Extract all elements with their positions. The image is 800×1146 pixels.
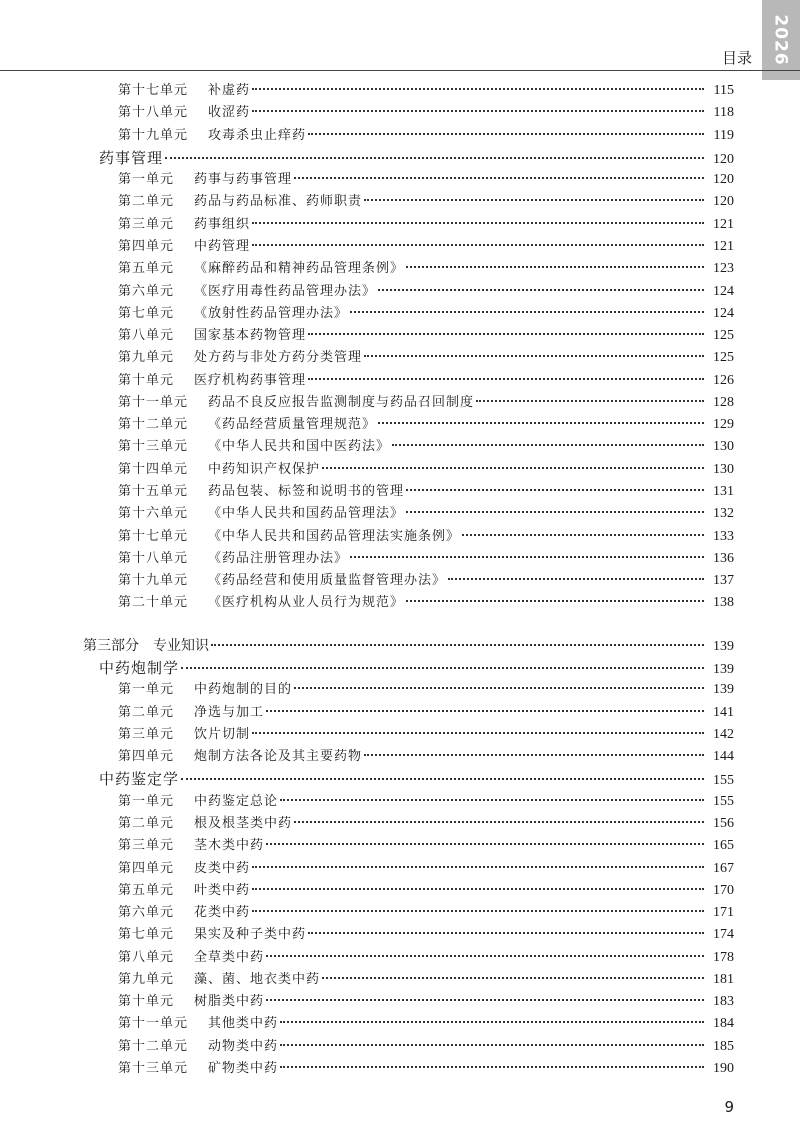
toc-unit-number: 第二单元 [118, 704, 175, 720]
toc-page-number: 190 [713, 1061, 734, 1077]
dot-leader [350, 311, 704, 313]
toc-title: 中药鉴定总论 [194, 793, 279, 809]
toc-label [118, 392, 474, 414]
toc-title: 饮片切制 [194, 726, 251, 742]
toc-title: 净选与加工 [194, 704, 265, 720]
toc-label [118, 1013, 278, 1035]
toc-unit-row [118, 1013, 734, 1035]
toc-unit-row [118, 325, 734, 347]
toc-title: 藻、菌、地衣类中药 [194, 971, 321, 987]
toc-unit-number: 第十六单元 [118, 506, 189, 522]
toc-unit-row [118, 991, 734, 1013]
dot-leader [364, 355, 704, 357]
toc-unit-row [118, 303, 734, 325]
toc-page-number: 155 [713, 793, 734, 809]
toc-unit-number: 第一单元 [118, 793, 175, 809]
toc-page-number: 120 [713, 194, 734, 210]
toc-unit-row [118, 258, 734, 280]
dot-leader [406, 511, 704, 513]
year-tab [762, 0, 800, 80]
toc-label [118, 702, 264, 724]
toc-label [99, 768, 179, 790]
toc-unit-row [118, 1036, 734, 1058]
dot-leader [406, 266, 704, 268]
toc-unit-number: 第九单元 [118, 971, 175, 987]
toc-unit-row [118, 947, 734, 969]
toc-label [118, 969, 320, 991]
toc-title: 处方药与非处方药分类管理 [194, 350, 363, 366]
toc-unit-number: 第七单元 [118, 927, 175, 943]
toc-page-number: 184 [713, 1016, 734, 1032]
toc-unit-number: 第十七单元 [118, 528, 189, 544]
dot-leader [252, 910, 704, 912]
toc-label [118, 481, 404, 503]
toc-page-number: 119 [713, 127, 734, 143]
toc-title: 《医疗机构从业人员行为规范》 [208, 595, 405, 611]
toc-unit-row [118, 835, 734, 857]
dot-leader [406, 489, 704, 491]
dot-leader [364, 754, 704, 756]
toc-unit-number: 第十九单元 [118, 573, 189, 589]
toc-label [118, 169, 292, 191]
toc-page-number: 130 [713, 439, 734, 455]
toc-unit-number: 第三单元 [118, 216, 175, 232]
toc-unit-row [118, 481, 734, 503]
toc-title: 《放射性药品管理办法》 [194, 305, 349, 321]
toc-unit-number: 第三单元 [118, 726, 175, 742]
toc-title: 药事组织 [194, 216, 251, 232]
dot-leader [280, 799, 704, 801]
toc-page-number: 120 [713, 172, 734, 188]
toc-page-number: 125 [713, 350, 734, 366]
toc-title: 《中华人民共和国药品管理法》 [208, 506, 405, 522]
toc-label [99, 657, 179, 679]
toc-label [118, 258, 404, 280]
toc-label [118, 947, 264, 969]
toc-unit-row [118, 526, 734, 548]
toc-page-number: 120 [713, 151, 734, 167]
dot-leader [406, 600, 704, 602]
toc-title: 《中华人民共和国中医药法》 [208, 439, 391, 455]
toc-label [118, 303, 348, 325]
dot-leader [252, 866, 704, 868]
dot-leader [252, 732, 704, 734]
toc-page-number: 167 [713, 860, 734, 876]
toc-title: 药事管理 [99, 148, 164, 167]
toc-label [118, 858, 250, 880]
toc-title: 《药品经营质量管理规范》 [208, 417, 377, 433]
toc-section-row [99, 657, 734, 679]
toc-title: 药事与药事管理 [194, 172, 293, 188]
toc-label [99, 147, 163, 169]
dot-leader [308, 378, 704, 380]
dot-leader [252, 888, 704, 890]
toc-label [118, 102, 250, 124]
toc-page-number: 115 [713, 83, 734, 98]
toc-unit-number: 第四单元 [118, 238, 175, 254]
toc-page-number: 124 [713, 305, 734, 321]
toc-unit-row [118, 924, 734, 946]
toc-title: 《中华人民共和国药品管理法实施条例》 [208, 528, 461, 544]
toc-label [118, 370, 306, 392]
toc-label [118, 503, 404, 525]
toc-title: 全草类中药 [194, 949, 265, 965]
toc-unit-number: 第十八单元 [118, 105, 189, 121]
toc-label [118, 679, 292, 701]
dot-leader [476, 400, 704, 402]
dot-leader [308, 133, 704, 135]
toc-page-number: 144 [713, 749, 734, 765]
year-label: 2026 [771, 14, 792, 66]
toc-page-number: 128 [713, 394, 734, 410]
toc-label [118, 236, 250, 258]
toc-unit-number: 第一单元 [118, 172, 175, 188]
toc-label [118, 1036, 278, 1058]
toc-unit-number: 第十九单元 [118, 127, 189, 143]
toc-unit-row [118, 80, 734, 102]
toc-title: 医疗机构药事管理 [194, 372, 307, 388]
dot-leader [266, 999, 704, 1001]
toc-title: 其他类中药 [208, 1016, 279, 1032]
toc-unit-row [118, 125, 734, 147]
dot-leader [280, 1044, 704, 1046]
toc-unit-number: 第三部分 [83, 637, 139, 654]
toc-page-number: 183 [713, 994, 734, 1010]
toc-unit-number: 第八单元 [118, 328, 175, 344]
toc-page-number: 126 [713, 372, 734, 388]
toc-title: 药品与药品标准、药师职责 [194, 194, 363, 210]
toc-unit-number: 第九单元 [118, 350, 175, 366]
toc-title: 皮类中药 [194, 860, 251, 876]
toc-unit-number: 第十二单元 [118, 1038, 189, 1054]
toc-page-number: 121 [713, 238, 734, 254]
toc-title: 专业知识 [153, 637, 209, 654]
toc-unit-number: 第十三单元 [118, 439, 189, 455]
toc-unit-row [118, 169, 734, 191]
dot-leader [294, 177, 704, 179]
toc-unit-row [118, 679, 734, 701]
toc-title: 收涩药 [208, 105, 251, 121]
toc-page-number: 125 [713, 328, 734, 344]
toc-page-number: 181 [713, 971, 734, 987]
toc-label [118, 414, 376, 436]
toc-unit-row [118, 548, 734, 570]
toc-title: 茎木类中药 [194, 838, 265, 854]
dot-leader [322, 977, 704, 979]
toc-unit-row [118, 791, 734, 813]
toc-label [118, 1058, 278, 1080]
dot-leader [294, 687, 704, 689]
dot-leader [252, 110, 704, 112]
toc-unit-row [118, 592, 734, 614]
toc-unit-number: 第十七单元 [118, 83, 189, 98]
dot-leader [211, 644, 704, 646]
toc-title: 动物类中药 [208, 1038, 279, 1054]
toc-unit-row [118, 191, 734, 213]
toc-section-row [99, 768, 734, 790]
toc-unit-number: 第十二单元 [118, 417, 189, 433]
toc-page-number: 129 [713, 417, 734, 433]
dot-leader [350, 556, 704, 558]
toc-title: 中药炮制的目的 [194, 682, 293, 698]
toc-unit-row [118, 570, 734, 592]
toc-unit-number: 第十一单元 [118, 1016, 189, 1032]
toc-page-number: 124 [713, 283, 734, 299]
toc-unit-row [118, 281, 734, 303]
toc-title: 补虚药 [208, 83, 251, 98]
toc-part-row [83, 635, 734, 657]
toc-unit-number: 第五单元 [118, 882, 175, 898]
toc-page-number: 170 [713, 882, 734, 898]
toc-label [118, 924, 306, 946]
toc-unit-number: 第十五单元 [118, 484, 189, 500]
toc-title: 中药鉴定学 [99, 770, 180, 789]
toc-unit-number: 第四单元 [118, 749, 175, 765]
toc-title: 果实及种子类中药 [194, 927, 307, 943]
toc-page-number: 155 [713, 773, 734, 789]
toc-label [118, 746, 362, 768]
toc-label [118, 347, 362, 369]
dot-leader [378, 289, 704, 291]
dot-leader [252, 222, 704, 224]
toc-page-number: 130 [713, 461, 734, 477]
toc-unit-number: 第二十单元 [118, 595, 189, 611]
toc-title: 炮制方法各论及其主要药物 [194, 749, 363, 765]
toc-title: 《麻醉药品和精神药品管理条例》 [194, 261, 405, 277]
toc-unit-number: 第十三单元 [118, 1061, 189, 1077]
toc-label [118, 902, 250, 924]
dot-leader [308, 333, 704, 335]
toc-unit-row [118, 102, 734, 124]
toc-page-number: 137 [713, 573, 734, 589]
toc-page-number: 136 [713, 550, 734, 566]
toc-page-number: 139 [713, 638, 734, 654]
toc-unit-number: 第二单元 [118, 194, 175, 210]
toc-title: 根及根茎类中药 [194, 815, 293, 831]
toc-unit-number: 第四单元 [118, 860, 175, 876]
toc-unit-number: 第六单元 [118, 283, 175, 299]
toc-unit-row [118, 236, 734, 258]
toc-title: 矿物类中药 [208, 1061, 279, 1077]
toc-label [118, 281, 376, 303]
toc-label [118, 526, 460, 548]
toc-label [118, 835, 264, 857]
toc-unit-number: 第十一单元 [118, 394, 189, 410]
toc-page-number: 142 [713, 726, 734, 742]
toc-unit-row [118, 1058, 734, 1080]
toc-page-number: 131 [713, 484, 734, 500]
toc-unit-number: 第六单元 [118, 905, 175, 921]
dot-leader [378, 422, 704, 424]
dot-leader [462, 534, 704, 536]
toc-unit-number: 第五单元 [118, 261, 175, 277]
toc-unit-row [118, 880, 734, 902]
toc-label [118, 214, 250, 236]
toc-label [118, 570, 446, 592]
dot-leader [294, 821, 704, 823]
dot-leader [322, 467, 704, 469]
toc-unit-number: 第一单元 [118, 682, 175, 698]
toc-label [118, 80, 250, 102]
toc-page-number: 185 [713, 1038, 734, 1054]
toc-label [118, 724, 250, 746]
toc-label [118, 813, 292, 835]
dot-leader [252, 244, 704, 246]
toc-page-number: 165 [713, 838, 734, 854]
toc-unit-number: 第十单元 [118, 372, 175, 388]
toc-page-number: 178 [713, 949, 734, 965]
dot-leader [266, 955, 704, 957]
toc-title: 《药品注册管理办法》 [208, 550, 349, 566]
toc-unit-row [118, 370, 734, 392]
toc-page-number: 139 [713, 682, 734, 698]
toc-page-number: 174 [713, 927, 734, 943]
dot-leader [266, 710, 704, 712]
toc-title: 叶类中药 [194, 882, 251, 898]
toc-unit-row [118, 813, 734, 835]
dot-leader [448, 578, 704, 580]
toc-unit-row [118, 459, 734, 481]
toc-unit-row [118, 858, 734, 880]
toc-unit-row [118, 902, 734, 924]
toc-unit-number: 第三单元 [118, 838, 175, 854]
toc-page-number: 121 [713, 216, 734, 232]
toc-page-number: 156 [713, 815, 734, 831]
toc-page-number: 118 [713, 105, 734, 121]
dot-leader [266, 843, 704, 845]
dot-leader [280, 1066, 704, 1068]
toc-label [118, 791, 278, 813]
toc-title: 中药炮制学 [99, 659, 180, 677]
toc-unit-row [118, 969, 734, 991]
toc-title: 《药品经营和使用质量监督管理办法》 [208, 573, 447, 589]
toc-title: 攻毒杀虫止痒药 [208, 127, 307, 143]
toc-unit-number: 第十八单元 [118, 550, 189, 566]
toc-label [118, 191, 362, 213]
toc-page-number: 132 [713, 506, 734, 522]
toc-label [118, 592, 404, 614]
toc-label [118, 325, 306, 347]
toc-unit-number: 第二单元 [118, 815, 175, 831]
dot-leader [308, 932, 704, 934]
dot-leader [392, 444, 704, 446]
toc-label [118, 125, 306, 147]
toc-label [83, 635, 209, 657]
toc-unit-row [118, 503, 734, 525]
toc-unit-row [118, 746, 734, 768]
toc-unit-row [118, 414, 734, 436]
toc-page-number: 123 [713, 261, 734, 277]
dot-leader [165, 157, 704, 159]
toc-unit-row [118, 724, 734, 746]
toc-title: 花类中药 [194, 905, 251, 921]
page-number: 9 [724, 1098, 734, 1116]
toc-unit-number: 第八单元 [118, 949, 175, 965]
toc-unit-number: 第七单元 [118, 305, 175, 321]
toc-unit-number: 第十单元 [118, 994, 175, 1010]
toc-label [118, 436, 390, 458]
toc-page-number: 171 [713, 905, 734, 921]
toc-title: 中药知识产权保护 [208, 461, 321, 477]
toc-title: 树脂类中药 [194, 994, 265, 1010]
toc-page-number: 141 [713, 704, 734, 720]
toc-unit-row [118, 702, 734, 724]
toc-label [118, 991, 264, 1013]
toc-unit-row [118, 436, 734, 458]
header-divider [0, 70, 800, 71]
section-title: 目录 [721, 49, 752, 67]
toc-label [118, 548, 348, 570]
toc-unit-row [118, 392, 734, 414]
dot-leader [181, 667, 704, 669]
toc-label [118, 880, 250, 902]
toc-section-row [99, 147, 734, 169]
toc-title: 国家基本药物管理 [194, 328, 307, 344]
toc-unit-number: 第十四单元 [118, 461, 189, 477]
toc-page-number: 138 [713, 595, 734, 611]
toc-title: 中药管理 [194, 238, 251, 254]
toc-page-number: 139 [713, 662, 734, 677]
dot-leader [181, 778, 704, 780]
toc-label [118, 459, 320, 481]
toc-page-number: 133 [713, 528, 734, 544]
toc-title: 药品不良反应报告监测制度与药品召回制度 [208, 394, 475, 410]
toc-unit-row [118, 214, 734, 236]
dot-leader [252, 88, 704, 90]
toc-title: 药品包装、标签和说明书的管理 [208, 484, 405, 500]
dot-leader [364, 199, 704, 201]
dot-leader [280, 1021, 704, 1023]
toc-unit-row [118, 347, 734, 369]
toc-title: 《医疗用毒性药品管理办法》 [194, 283, 377, 299]
